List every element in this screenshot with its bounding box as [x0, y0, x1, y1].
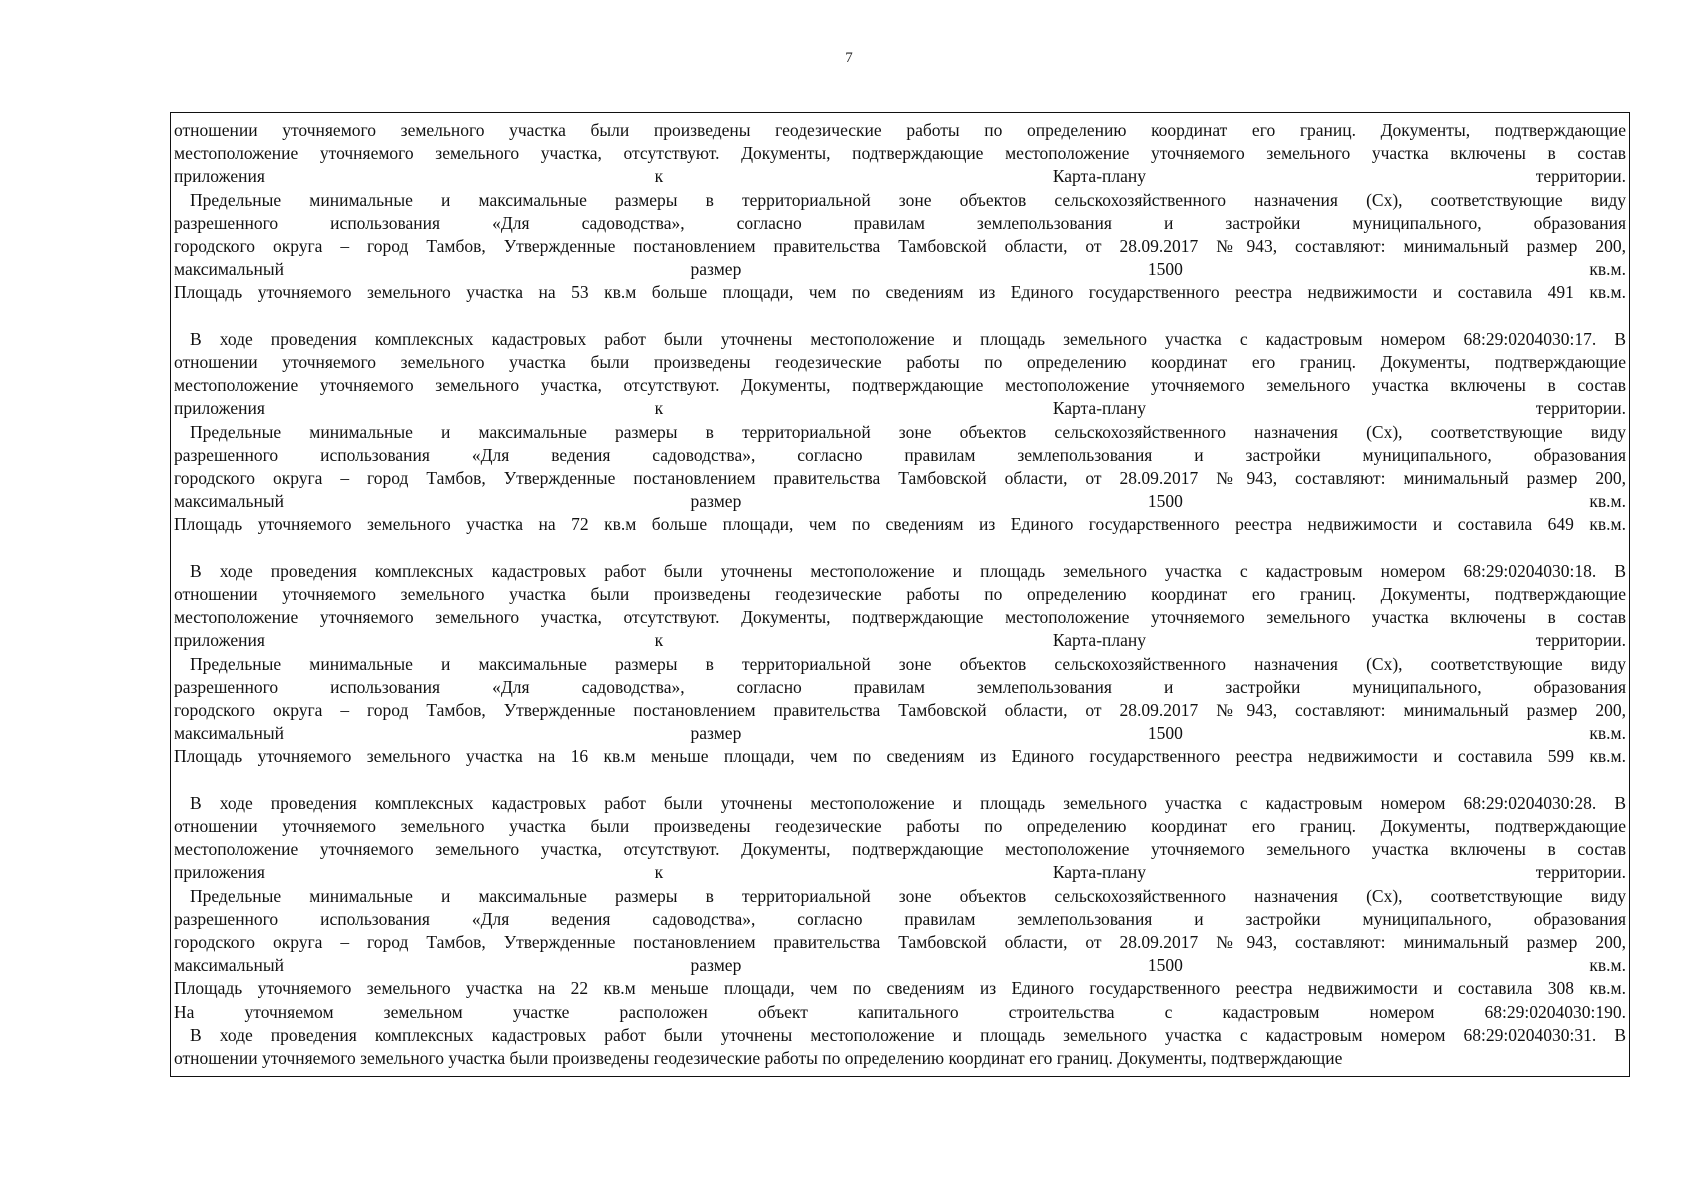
- text-line: Предельные минимальные и максимальные размеры в территориальной зоне объектов сельскохозяйственного назначения (Сх), соответствующие виду: [190, 653, 1626, 674]
- text-line: приложения к Карта-плану территории.: [174, 630, 1626, 651]
- document-text: [174, 119, 1626, 1070]
- text-line: местоположение уточняемого земельного участка, отсутствуют. Документы, подтверждающие местоположение уточняемого земельного участка включены в состав: [174, 143, 1626, 164]
- text-line: На уточняемом земельном участке расположен объект капитального строительства с кадастровым номером 68:29:0204030:190.: [174, 1001, 1626, 1022]
- text-line: городского округа – город Тамбов, Утвержденные постановлением правительства Тамбовской области, от 28.09.2017 №943, составляют: минимальный размер 200,: [174, 468, 1626, 489]
- text-line: Площадь уточняемого земельного участка на 16 кв.м меньше площади, чем по сведениям из Единого государственного реестра недвижимости и составила 599 кв.м.: [174, 746, 1626, 767]
- paragraph-gap: [174, 769, 1626, 792]
- text-line: отношении уточняемого земельного участка были произведены геодезические работы по определению координат его границ. Документы, подтверждающие: [174, 816, 1626, 837]
- text-line: разрешенного использования «Для садоводства», согласно правилам землепользования и застройки муниципального, образования: [174, 676, 1626, 697]
- text-line: приложения к Карта-плану территории.: [174, 862, 1626, 883]
- text-line: Предельные минимальные и максимальные размеры в территориальной зоне объектов сельскохозяйственного назначения (Сх), соответствующие виду: [190, 421, 1626, 442]
- text-line: приложения к Карта-плану территории.: [174, 166, 1626, 187]
- text-line: Предельные минимальные и максимальные размеры в территориальной зоне объектов сельскохозяйственного назначения (Сх), соответствующие виду: [190, 189, 1626, 210]
- paragraph-gap: [174, 305, 1626, 328]
- text-line: городского округа – город Тамбов, Утвержденные постановлением правительства Тамбовской области, от 28.09.2017 №943, составляют: минимальный размер 200,: [174, 236, 1626, 257]
- text-line: городского округа – город Тамбов, Утвержденные постановлением правительства Тамбовской области, от 28.09.2017 №943, составляют: минимальный размер 200,: [174, 932, 1626, 953]
- text-line: отношении уточняемого земельного участка были произведены геодезические работы по определению координат его границ. Документы, подтверждающие: [174, 352, 1626, 373]
- document-frame: [170, 112, 1630, 1077]
- text-line: городского округа – город Тамбов, Утвержденные постановлением правительства Тамбовской области, от 28.09.2017 №943, составляют: минимальный размер 200,: [174, 700, 1626, 721]
- text-line: разрешенного использования «Для ведения садоводства», согласно правилам землепользования и застройки муниципального, образования: [174, 908, 1626, 929]
- page-number: 7: [845, 50, 853, 66]
- text-line: местоположение уточняемого земельного участка, отсутствуют. Документы, подтверждающие местоположение уточняемого земельного участка включены в состав: [174, 839, 1626, 860]
- text-line: максимальный размер 1500 кв.м.: [174, 723, 1626, 744]
- text-line: Площадь уточняемого земельного участка на 72 кв.м больше площади, чем по сведениям из Единого государственного реестра недвижимости и составила 649 кв.м.: [174, 514, 1626, 535]
- text-line: максимальный размер 1500 кв.м.: [174, 955, 1626, 976]
- text-line: Площадь уточняемого земельного участка на 53 кв.м больше площади, чем по сведениям из Единого государственного реестра недвижимости и составила 491 кв.м.: [174, 282, 1626, 303]
- text-line: отношении уточняемого земельного участка были произведены геодезические работы по определению координат его границ. Документы, подтверждающие: [174, 120, 1626, 140]
- text-line: В ходе проведения комплексных кадастровых работ были уточнены местоположение и площадь земельного участка с кадастровым номером 68:29:0204030:28. В: [190, 792, 1626, 813]
- text-line: Предельные минимальные и максимальные размеры в территориальной зоне объектов сельскохозяйственного назначения (Сх), соответствующие виду: [190, 885, 1626, 906]
- text-line: максимальный размер 1500 кв.м.: [174, 491, 1626, 512]
- text-line: разрешенного использования «Для ведения садоводства», согласно правилам землепользования и застройки муниципального, образования: [174, 444, 1626, 465]
- text-line: отношении уточняемого земельного участка были произведены геодезические работы по определению координат его границ. Документы, подтверждающие: [174, 1048, 1343, 1069]
- text-line: В ходе проведения комплексных кадастровых работ были уточнены местоположение и площадь земельного участка с кадастровым номером 68:29:0204030:17. В: [190, 328, 1626, 349]
- text-line: местоположение уточняемого земельного участка, отсутствуют. Документы, подтверждающие местоположение уточняемого земельного участка включены в состав: [174, 607, 1626, 628]
- text-line: В ходе проведения комплексных кадастровых работ были уточнены местоположение и площадь земельного участка с кадастровым номером 68:29:0204030:18. В: [190, 560, 1626, 581]
- text-line: Площадь уточняемого земельного участка на 22 кв.м меньше площади, чем по сведениям из Единого государственного реестра недвижимости и составила 308 кв.м.: [174, 978, 1626, 999]
- text-line: максимальный размер 1500 кв.м.: [174, 259, 1626, 280]
- text-line: местоположение уточняемого земельного участка, отсутствуют. Документы, подтверждающие местоположение уточняемого земельного участка включены в состав: [174, 375, 1626, 396]
- text-line: отношении уточняемого земельного участка были произведены геодезические работы по определению координат его границ. Документы, подтверждающие: [174, 584, 1626, 605]
- text-line: В ходе проведения комплексных кадастровых работ были уточнены местоположение и площадь земельного участка с кадастровым номером 68:29:0204030:31. В: [190, 1024, 1626, 1045]
- paragraph-gap: [174, 537, 1626, 560]
- text-line: приложения к Карта-плану территории.: [174, 398, 1626, 419]
- text-line: разрешенного использования «Для садоводства», согласно правилам землепользования и застройки муниципального, образования: [174, 212, 1626, 233]
